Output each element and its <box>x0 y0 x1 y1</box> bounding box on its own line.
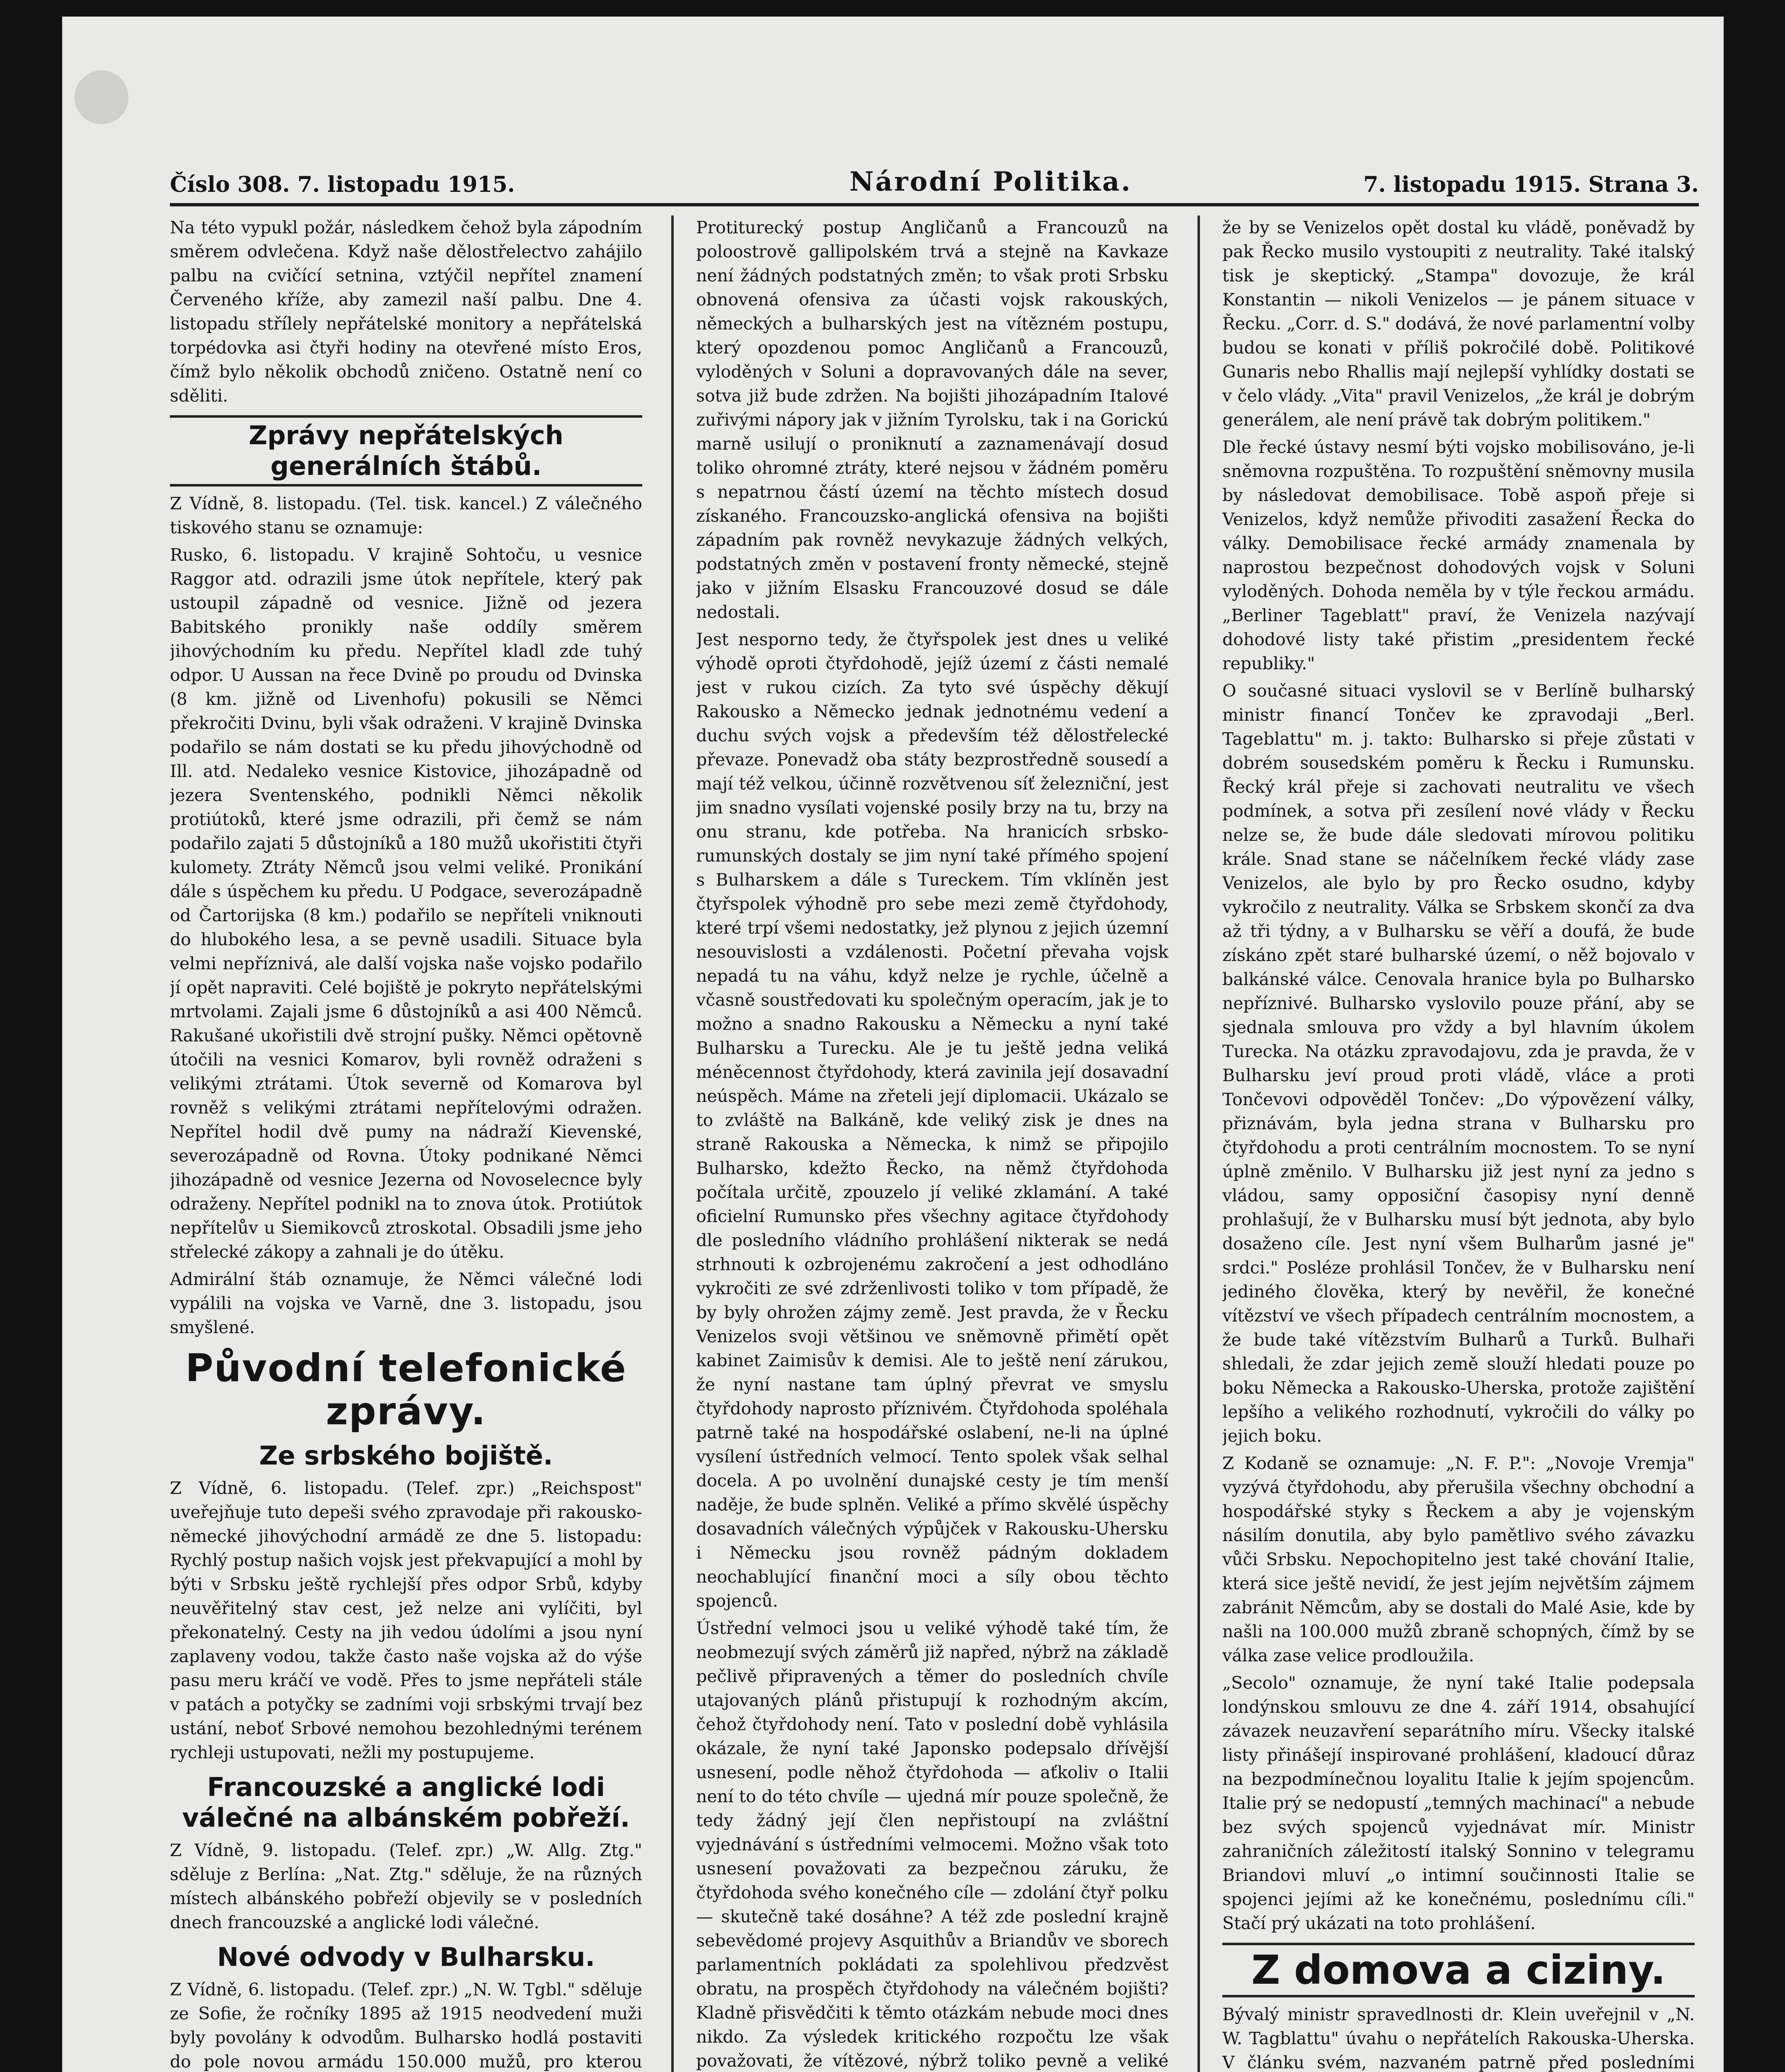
article-text: Ústřední velmoci jsou u veliké výhodě také tím, že neobmezují svých záměrů již napřed, nýbrž na základě pečlivě připravených a těmer do posledních chvíle utajovaných plánů přistupují k rozhodným akcím, čehož čtyřdohody není. Tato v poslední době vyhlásila okázale, že nyní také Japonsko podepsalo dřívější usnesení, podle něhož čtyřdohoda — aťkoliv o Italii není to do této chvíle — ujedná mír pouze společně, že tedy žádný její člen nepřistoupí na zvláštní vyjednávání s ústředními velmocemi. Možno však toto usnesení považovati za bezpečnou záruku, že čtyřdohoda svého konečného cíle — zdolání čtyř polku — skutečně také dosáhne? A též zde poslední krajně sebevědomé projevy Asquithův a Briandův ve sborech parlamentních pokládati za spolehlivou předzvěst obratu, na prospěch čtyřdohody na válečném bojišti? Kladně přisvědčiti k těmto otázkám nebude moci dnes nikdo. Za výsledek kritického rozpočtu lze však považovati, že vítězové, nýbrž toliko pevně a veliké <box>696 1618 1168 2071</box>
page-info: 7. listopadu 1915. Strana 3. <box>1363 172 1699 197</box>
article-text: Z Vídně, 8. listopadu. (Tel. tisk. kancel.) Z válečného tiskového stanu se oznamuje: <box>170 494 642 537</box>
column-rule <box>671 215 674 2072</box>
article-text: Z Vídně, 6. listopadu. (Telef. zpr.) „N. W. Tgbl." sděluje ze Sofie, že ročníky 1895 až 1915 neodvedení muži byly povolány k odvodům. Bulharsko hodlá postaviti do pole novou armádu 150.000 mužů, pro kterou <box>170 1980 642 2072</box>
article-text: Z Kodaně se oznamuje: „N. F. P.": „Novoje Vremja" vyzývá čtyřdohodu, aby přerušila všechny obchodní a hospodářské styky s Řeckem a aby je vojenským násilím donutila, aby bylo pamětlivo svého závazku vůči Srbsku. Nepochopitelno jest také chování Italie, která sice ještě nevidí, že jest jejím největším zájmem zabránit Němcům, aby se dostali do Malé Asie, kde by našli na 100.000 mužů zbraně schopných, čímž by se válka zase velice prodloužila. <box>1222 1453 1695 1665</box>
article-text: Z Vídně, 9. listopadu. (Telef. zpr.) „W. Allg. Ztg." sděluje z Berlína: „Nat. Ztg." sděluje, že na různých místech albánského pobřeží objevily se v posledních dnech francouzské a anglické lodi válečné. <box>170 1840 642 1932</box>
section-heading: Zprávy nepřátelských generálních štábů. <box>170 415 642 487</box>
article-text: Na této vypukl požár, následkem čehož byla zápodním směrem odvlečena. Když naše dělostřelectvo zahájilo palbu na cvičící setnina, vztýčil nepřítel znamení Červeného kříže, aby zamezil naší palbu. Dne 4. listopadu střílely nepřátelské monitory a nepřátelská torpédovka asi čtyři hodiny na otevřené místo Eros, čímž bylo několik obchodů zničeno. Ostatně není co sděliti. <box>170 218 642 406</box>
article-text: O současné situaci vyslovil se v Berlíně bulharský ministr financí Tončev ke zpravodaji „Berl. Tageblattu" m. j. takto: Bulharsko si přeje zůstati v dobrém sousedském poměru k Řecku i Rumunsku. Řecký král přeje si zachovati neutralitu ve všech podmínek, a sotva při zesílení nové vlády v Řecku nelze se, že bude dále sledovati mírovou politiku krále. Snad stane se náčelníkem řecké vlády zase Venizelos, ale bylo by pro Řecko osudno, kdyby vykročilo z neutrality. Válka se Srbskem skončí za dva až tři týdny, a v Bulharsku se věří a doufá, že bude získáno zpět staré bulharské území, o něž bojovalo v balkánské válce. Cenovala hranice byla po Bulharsko nepříznivé. Bulharsko vyslovilo pouze přání, aby se sjednala smlouva pro vždy a byl hlavním úkolem Turecka. Na otázku zpravodajovu, zda je pravda, že v Bulharsku jeví proud proti vládě, vláce a proti Tončevovi odpověděl Tončev: „Do výpovězení války, přiznávám, byla jedna strana v Bulharsku pro čtyřdohodu a proti centrálním mocnostem. To se nyní úplně změnilo. V Bulharsku již jest nyní za jedno s vládou, samy opposiční časopisy nyní denně prohlašují, že v Bulharsku musí být jednota, aby bylo dosaženo cíle. Jest nyní všem Bulharům jasné je" srdci." Posléze prohlásil Tončev, že v Bulharsku není jediného člověka, který by nevěřil, že konečné vítězství ve všech případech centrálním mocnostem, a že bude také vítězstvím Bulharů a Turků. Bulhaři shledali, že zdar jejich země slouží hledati pouze po boku Německa a Rakousko-Uherska, protože zajištění lepšího a velikého rozhodnutí, vykročili do války po jejich boku. <box>1222 681 1695 1446</box>
article-heading: Nové odvody v Bulharsku. <box>217 1942 595 1972</box>
article-text: „Secolo" oznamuje, že nyní také Italie podepsala londýnskou smlouvu ze dne 4. září 1914, obsahující závazek neuzavření separátního míru. Všecky italské listy přinášejí inspirované prohlášení, kladoucí důraz na bezpodmínečnou loyalitu Italie k jejím spojencům. Italie prý se nedopustí „temných machinací" a nebude bez svých spojenců vyjednávat mír. Ministr zahraničních záležitostí italský Sonnino v telegramu Briandovi mluví „o intimní součinnosti Italie se spojenci jejími až ke konečnému, poslednímu cíli." Stačí prý ukázati na toto prohlášení. <box>1222 1673 1695 1933</box>
punch-hole <box>75 70 128 124</box>
section-heading: Původní telefonické zprávy. <box>185 1346 627 1433</box>
article-text: Z Vídně, 6. listopadu. (Telef. zpr.) „Reichspost" uveřejňuje tuto depeši svého zpravodaje při rakousko-německé jihovýchodní armádě ze dne 5. listopadu: Rychlý postup našich vojsk jest překvapující a mohl by býti v Srbsku ještě rychlejší přes odpor Srbů, kdyby neuvěřitelný stav cest, jež nelze ani vylíčiti, byl překonatelný. Cesty na jih vedou údolími a jsou nyní zaplaveny vodou, takže často naše vojska až do výše pasu meru kráčí ve vodě. Přes to jsme nepřáteli stále v patách a potyčky se zadními voji srbskými trvají bez ustání, neboť Srbové nemohou bezohlednými terénem rychleji ustupovati, nežli my postupujeme. <box>170 1478 642 1762</box>
masthead-title: Národní Politika. <box>849 166 1132 197</box>
column-1 <box>170 215 642 2072</box>
newspaper-page <box>62 17 1724 2072</box>
column-rule <box>1197 215 1200 2072</box>
article-text: Protiturecký postup Angličanů a Francouzů na poloostrově gallipolském trvá a stejně na Kavkaze není žádných podstatných změn; to však proti Srbsku obnovená ofensiva za účasti vojsk rakouských, německých a bulharských jest na vítězném postupu, který opozdenou pomoc Angličanů a Francouzů, vyloděných v Soluni a dopravovaných dále na sever, sotva již bude zdržen. Na bojišti jihozápadním Italové zuřivými nápory jak v jižním Tyrolsku, tak i na Gorickú marně usilují o proniknutí a zaznamenávají dosud toliko ohromné ztráty, které nejsou v žádném poměru s nepatrnou částí území na těchto místech dosud získaného. Francouzsko-anglická ofensiva na bojišti západním pak rovněž nevykazuje žádných velkých, podstatných změn v postavení fronty německé, stejně jako v jižním Elsasku Francouzové dosud se dále nedostali. <box>696 218 1168 622</box>
article-text: Rusko, 6. listopadu. V krajině Sohtoču, u vesnice Raggor atd. odrazili jsme útok nepřítele, který pak ustoupil západně od vesnice. Jižně od jezera Babitského pronikly naše oddíly směrem jihovýchodním ku předu. Nepřítel kladl zde tuhý odpor. U Aussan na řece Dvině po proudu od Dvinska (8 km. jižně od Livenhofu) pokusili se Němci překročiti Dvinu, byli však odraženi. V krajině Dvinska podařilo se nám dostati se ku předu jihovýchodně od Ill. atd. Nedaleko vesnice Kistovice, jihozápadně od jezera Sventenského, podnikli Němci několik protiútoků, které jsme odrazili, při čemž se nám podařilo zajati 5 důstojníků a 180 mužů ukořistiti čtyři kulomety. Ztráty Němců jsou velmi veliké. Pronikání dále s úspěchem ku předu. U Podgace, severozápadně od Čartorijska (8 km.) podařilo se nepříteli vniknouti do hlubokého lesa, a se pevně usadili. Situace byla velmi nepříznivá, ale další vojska naše vojsko podařilo jí opět napraviti. Celé bojiště je pokryto nepřátelskými mrtvolami. Zajali jsme 6 důstojníků a asi 400 Němců. Rakušané ukořistili dvě strojní pušky. Němci opětovně útočili na vesnici Komarov, byli rovněž odraženi s velikými ztrátami. Útok severně od Komarova byl rovněž s velikými ztrátami nepřítelovými odražen. Nepřítel hodil dvě pumy na nádraží Kievenské, severozápadně od Rovna. Útoky podnikané Němci jihozápadně od vesnice Jezerna od Novoselecnce byly odraženy. Nepřítel podnikl na to znova útok. Protiútok nepřítelův u Siemikovců ztroskotal. Obsadili jsme jeho střelecké zákopy a zahnali je do útěku. <box>170 545 642 1262</box>
article-heading: Francouzské a anglické lodi válečné na albánském pobřeží. <box>182 1772 630 1833</box>
article-heading: Ze srbského bojiště. <box>259 1440 553 1471</box>
page-header <box>170 166 1699 206</box>
column-2 <box>696 215 1168 2072</box>
section-heading: Z domova a ciziny. <box>1222 1943 1695 1997</box>
column-3 <box>1222 215 1695 2072</box>
issue-info: Číslo 308. 7. listopadu 1915. <box>170 172 515 197</box>
article-text: Admirální štáb oznamuje, že Němci válečné lodi vypálili na vojska ve Varně, dne 3. listopadu, jsou smyšlené. <box>170 1269 642 1337</box>
article-text: že by se Venizelos opět dostal ku vládě, poněvadž by pak Řecko musilo vystoupiti z neutrality. Také italský tisk je skeptický. „Stampa" dovozuje, že král Konstantin — nikoli Venizelos — je pánem situace v Řecku. „Corr. d. S." dodává, že nové parlamentní volby budou se konati v příliš pokročilé době. Politikové Gunaris nebo Rhallis mají nejlepší vyhlídky dostati se v čelo vlády. „Vita" pravil Venizelos, „že král je dobrým generálem, ale není právě tak dobrým politikem." <box>1222 218 1695 430</box>
article-text: Dle řecké ústavy nesmí býti vojsko mobilisováno, je-li sněmovna rozpuštěna. To rozpuštění sněmovny musila by následovat demobilisace. Tobě aspoň přeje si Venizelos, když nemůže přivoditi zasažení Řecka do války. Demobilisace řecké armády znamenala by naprostou bezpečnost dohodových vojsk v Soluni vyloděných. Dohoda neměla by v týle řeckou armádu. „Berliner Tageblatt" praví, že Venizela nazývají dohodové listy také přistim „presidentem řecké republiky." <box>1222 437 1695 673</box>
article-text: Bývalý ministr spravedlnosti dr. Klein uveřejnil v „N. W. Tagblattu" úvahu o nepřátelích Rakouska-Uherska. V článku svém, nazvaném patrně před posledními <box>1222 2004 1695 2072</box>
article-text: Jest nesporno tedy, že čtyřspolek jest dnes u veliké výhodě oproti čtyřdohodě, jejíž území z části nemalé jest v rukou cizích. Za tyto své úspěchy děkují Rakousko a Německo jednak jednotnému vedení a duchu svých vojsk a především též dělostřelecké převaze. Ponevadž oba státy bezprostředně sousedí a mají též velkou, účinně rozvětvenou síť železniční, jest jim snadno vysílati vojenské posily brzy na tu, brzy na onu stranu, kde potřeba. Na hranicích srbsko-rumunských dostaly se jim nyní také přímého spojení s Bulharskem a dále s Tureckem. Tím vklíněn jest čtyřspolek výhodně pro sebe mezi země čtyřdohody, které trpí všemi nedostatky, jež plynou z jejich územní nesouvislosti a vzdálenosti. Početní převaha vojsk nepadá tu na váhu, když nelze je rychle, účelně a včasně soustředovati ku společným operacím, jak je to možno a snadno Rakousku a Německu a nyní také Bulharsku a Turecku. Ale je tu ještě jedna veliká méněcennost čtyřdohody, která zavinila její dosavadní neúspěch. Máme na zřeteli její diplomacii. Ukázalo se to zvláště na Balkáně, kde veliký zisk je dnes na straně Rakouska a Německa, k nimž se připojilo Bulharsko, kdežto Řecko, na němž čtyřdohoda počítala určitě, zpouzelo jí veliké zklamání. A také oficielní Rumunsko přes všechny agitace čtyřdohody dle posledního vládního prohlášení nikterak se nedá strhnouti k ozbrojenému zakročení a jest odhodláno vykročiti ze své zdrženlivosti toliko v tom případě, že by byly ohrožen zájmy země. Jest pravda, že v Řecku Venizelos svoji většinou ve sněmovně přimětí opět kabinet Zaimisův k demisi. Ale to ještě není zárukou, že nyní nastane tam úplný převrat ve smyslu čtyřdohody naprosto příznivém. Čtyřdohoda spoléhala patrně také na hospodářské oslabení, ne-li na úplné vysílení ústředních velmocí. Tento spolek však selhal docela. A po uvolnění dunajské cesty je tím menší naděje, že bude splněn. Veliké a přímo skvělé úspěchy dosavadních válečných výpůjček v Rakousku-Uhersku i Německu jsou rovněž pádným dokladem neochablující finanční moci a síly obou těchto spojenců. <box>696 629 1168 1611</box>
